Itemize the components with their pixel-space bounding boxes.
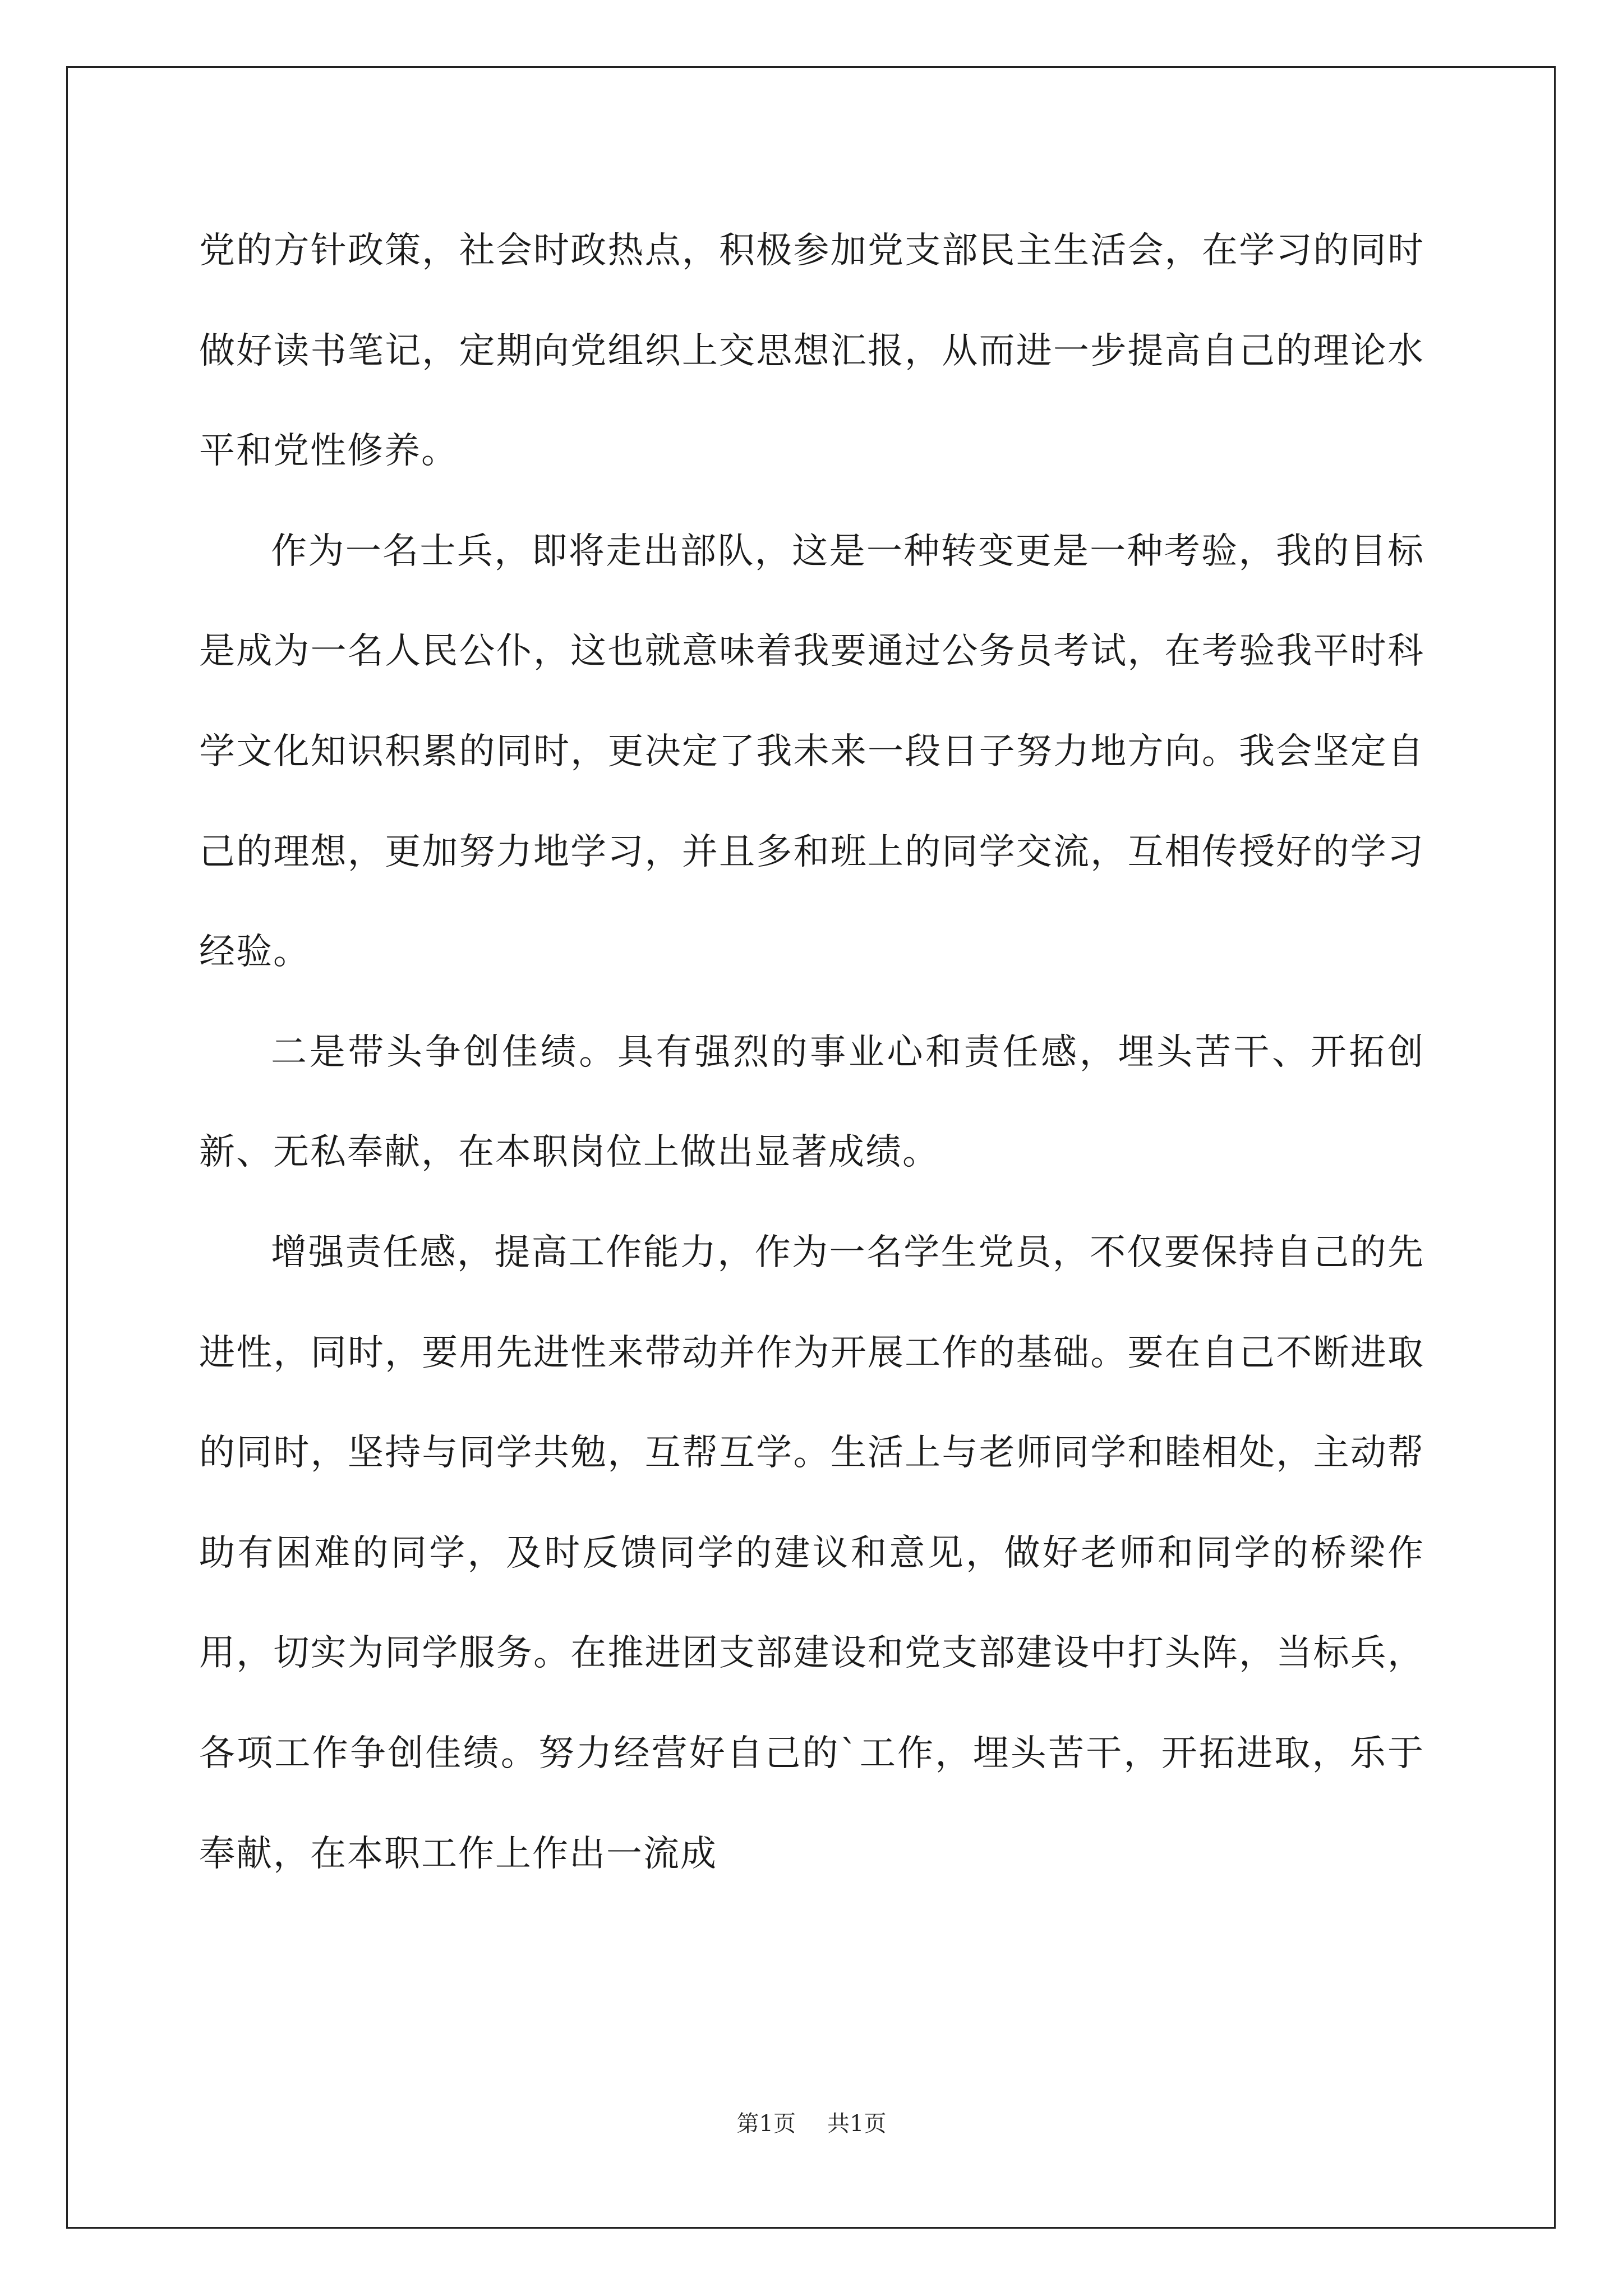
page-footer: [0, 2109, 1623, 2138]
paragraph-2: 作为一名士兵，即将走出部队，这是一种转变更是一种考验，我的目标是成为一名人民公仆，这也就意味着我要通过公务员考试，在考验我平时科学文化知识积累的同时，更决定了我未来一段日子努力地方向。我会坚定自己的理想，更加努力地学习，并且多和班上的同学交流，互相传授好的学习经验。: [199, 530, 1424, 973]
document-body: [199, 201, 1424, 1904]
paragraph-3: 二是带头争创佳绩。具有强烈的事业心和责任感，埋头苦干、开拓创新、无私奉献，在本职岗位上做出显著成绩。: [199, 1031, 1424, 1174]
page-number-current: 第1页: [736, 2111, 796, 2137]
page-number-total: 共1页: [827, 2111, 887, 2137]
paragraph-1: 党的方针政策，社会时政热点，积极参加党支部民主生活会，在学习的同时做好读书笔记，定期向党组织上交思想汇报，从而进一步提高自己的理论水平和党性修养。: [199, 230, 1424, 472]
paragraph-4: 增强责任感，提高工作能力，作为一名学生党员，不仅要保持自己的先进性，同时，要用先进性来带动并作为开展工作的基础。要在自己不断进取的同时，坚持与同学共勉，互帮互学。生活上与老师同学和睦相处，主动帮助有困难的同学，及时反馈同学的建议和意见，做好老师和同学的桥梁作用，切实为同学服务。在推进团支部建设和党支部建设中打头阵，当标兵，各项工作争创佳绩。努力经营好自己的`工作，埋头苦干，开拓进取，乐于奉献，在本职工作上作出一流成: [199, 1231, 1424, 1875]
